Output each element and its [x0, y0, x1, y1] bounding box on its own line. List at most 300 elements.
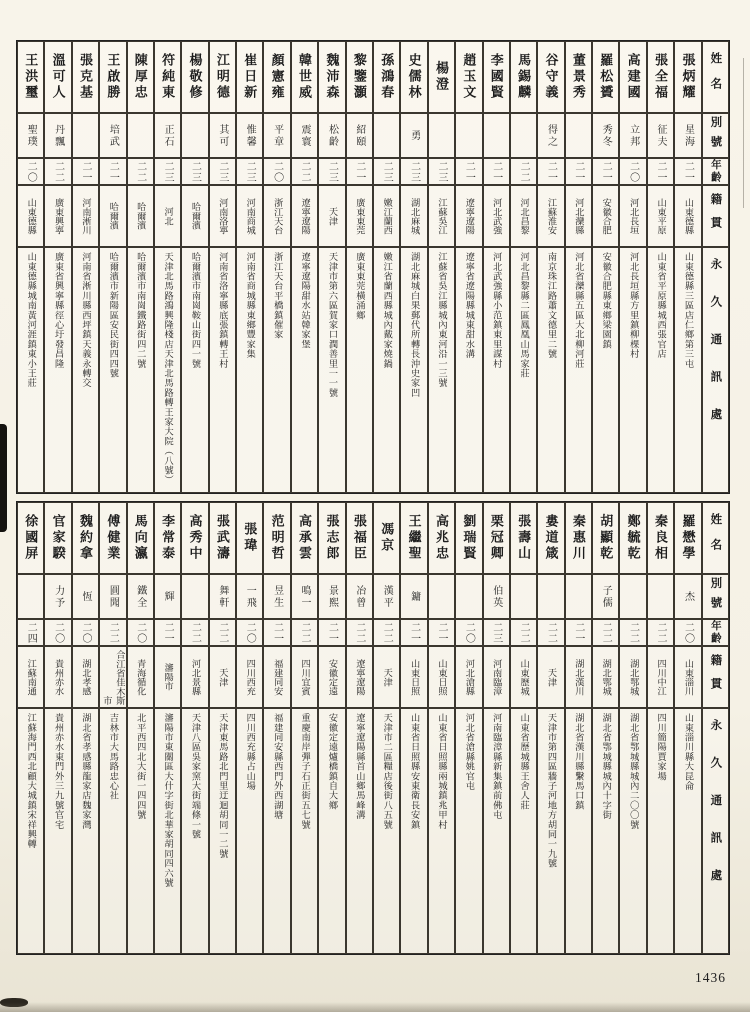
entry-age: 二〇: [682, 621, 694, 644]
entry-address: 江蘇海門西北顧大城鎮宋祥興轉: [26, 713, 37, 849]
column-header-permanent-address-label: 永久通訊處: [709, 719, 722, 907]
entry-age: 二一: [572, 621, 584, 644]
entry-alias: 鐵全: [134, 584, 146, 609]
entry-name-cell: [318, 41, 345, 113]
entry-name-cell: [318, 502, 345, 574]
entry-age: 二三: [162, 160, 174, 183]
entry-native-place-cell: [428, 646, 455, 708]
entry-age-cell: [291, 158, 318, 185]
entry-alias: 景熙: [326, 584, 338, 609]
entry-address-cell: [17, 247, 44, 493]
entry-name-cell: [154, 41, 181, 113]
entry-native-place: 遼寧遼陽: [464, 197, 475, 235]
entry-alias: 正石: [162, 123, 174, 148]
entry-native-place: 山東日照: [436, 658, 447, 696]
entry-name-cell: [537, 41, 564, 113]
entry-name-cell: [291, 41, 318, 113]
entry-name-cell: [181, 502, 208, 574]
entry-address: 河南臨漳縣新集鎮前佛屯: [491, 713, 502, 820]
entry-age-cell: [318, 619, 345, 646]
entry-name-cell: [99, 41, 126, 113]
entry-name: 鄭毓乾: [625, 514, 641, 562]
entry-native-place-cell: [263, 646, 290, 708]
entry-name: 溫可人: [50, 53, 66, 101]
entry-native-place: 山東平原: [656, 197, 667, 235]
entry-native-place: 湖北漢川: [573, 658, 584, 696]
entry-address-cell: [510, 247, 537, 493]
entry-age: 二一: [572, 160, 584, 183]
entry-alias: 立邦: [627, 123, 639, 148]
entry-address-cell: [346, 708, 373, 954]
entry-native-place-cell: [236, 185, 263, 247]
scan-artifact-left-streak: [0, 424, 7, 532]
entry-age-cell: [455, 158, 482, 185]
entry-address: 哈爾濱市新陽區安民街四四號: [108, 252, 119, 379]
entry-alias-cell: [674, 574, 701, 619]
entry-address: 湖北省孝感縣龍家店魏家灣: [80, 713, 91, 830]
entry-address: 南京珠江路蕭文德里二號: [546, 252, 557, 359]
entry-age: 二一: [463, 160, 475, 183]
entry-name: 王繼聖: [406, 514, 422, 562]
entry-alias: 得之: [545, 123, 557, 148]
entry-name-cell: [17, 41, 44, 113]
entry-address: 福建同安縣西門外西湖塘: [272, 713, 283, 820]
entry-address-cell: [181, 708, 208, 954]
column-header-name: [702, 502, 729, 574]
entry-alias-cell: [483, 113, 510, 158]
entry-native-place: 廣東東莞: [354, 197, 365, 235]
entry-name-cell: [127, 41, 154, 113]
entry-native-place-cell: [428, 185, 455, 247]
entry-native-place: 哈爾濱: [108, 202, 119, 230]
entry-age: 二三: [216, 160, 228, 183]
entry-native-place-cell: [181, 185, 208, 247]
entry-native-place: 河北: [163, 206, 174, 226]
entry-address-cell: [400, 708, 427, 954]
entry-native-place-cell: [400, 185, 427, 247]
entry-native-place: 青海循化: [135, 658, 146, 696]
entry-native-place-cell: [400, 646, 427, 708]
column-header-native-place-label: 籍貫: [709, 653, 722, 701]
entry-address: 河北長垣縣方里鎮柳棵村: [628, 252, 639, 359]
entry-native-place-cell: [619, 646, 646, 708]
entry-age-cell: [483, 619, 510, 646]
entry-age: 二一: [107, 160, 119, 183]
entry-address-cell: [209, 708, 236, 954]
entry-native-place-cell: [674, 185, 701, 247]
entry-name: 傅健業: [105, 514, 121, 562]
entry-alias-cell: [346, 574, 373, 619]
entry-alias-cell: [154, 574, 181, 619]
entry-age: 二二: [107, 621, 119, 644]
entry-age: 二二: [189, 621, 201, 644]
entry-native-place-cell: [209, 185, 236, 247]
entry-alias-cell: [181, 113, 208, 158]
entry-address-cell: [346, 247, 373, 493]
entry-name: 張武濤: [214, 514, 230, 562]
entry-alias-cell: [400, 574, 427, 619]
entry-age-cell: [127, 158, 154, 185]
entry-age: 二二: [600, 621, 612, 644]
entry-address-cell: [510, 708, 537, 954]
entry-native-place-cell: [291, 646, 318, 708]
entry-native-place-cell: [154, 185, 181, 247]
entry-native-place-cell: [510, 185, 537, 247]
entry-address: 湖北省鄂城縣城內十字街: [601, 713, 612, 820]
entry-name-cell: [346, 41, 373, 113]
entry-native-place-cell: [72, 185, 99, 247]
entry-age-cell: [44, 158, 71, 185]
entry-age: 二三: [244, 160, 256, 183]
entry-address-cell: [72, 708, 99, 954]
entry-name-cell: [647, 502, 674, 574]
scan-artifact-bottom-shadow: [0, 1002, 750, 1012]
entry-alias-cell: [400, 113, 427, 158]
entry-alias-cell: [592, 574, 619, 619]
entry-address-cell: [99, 247, 126, 493]
entry-native-place: 遼寧遼陽: [300, 197, 311, 235]
entry-name: 崔日新: [242, 53, 258, 101]
entry-alias: 力予: [52, 584, 64, 609]
entry-age: 二一: [326, 621, 338, 644]
entry-name-cell: [209, 502, 236, 574]
entry-address-cell: [318, 247, 345, 493]
entry-alias-cell: [44, 113, 71, 158]
entry-name: 楊澄: [433, 61, 449, 93]
entry-native-place-cell: [619, 185, 646, 247]
entry-name-cell: [428, 502, 455, 574]
entry-alias-cell: [17, 113, 44, 158]
entry-name: 趙玉文: [461, 53, 477, 101]
page-number: 1436: [695, 970, 726, 985]
entry-native-place: 山東日照: [409, 658, 420, 696]
entry-native-place: 河北景縣: [190, 658, 201, 696]
entry-age-cell: [346, 158, 373, 185]
entry-address: 安徽合肥縣東鄉梁園鎮: [601, 252, 612, 349]
entry-address: 湖北省漢川縣繫馬口鎮: [573, 713, 584, 810]
entry-native-place: 江蘇南通: [26, 658, 37, 696]
entry-native-place-cell: [647, 185, 674, 247]
entry-native-place-cell: [373, 646, 400, 708]
entry-name: 張志郎: [324, 514, 340, 562]
entry-name: 高秀中: [187, 514, 203, 562]
entry-age: 二一: [545, 160, 557, 183]
entry-address: 山東省歷城縣王舍人莊: [519, 713, 530, 810]
entry-age: 二一: [79, 160, 91, 183]
entry-alias: 子儒: [600, 584, 612, 609]
entry-age: 二二: [655, 621, 667, 644]
entry-age: 二〇: [52, 621, 64, 644]
entry-address-cell: [428, 247, 455, 493]
entry-age: 二一: [655, 160, 667, 183]
entry-age-cell: [373, 619, 400, 646]
column-header-alias: [702, 113, 729, 158]
entry-native-place-cell: [181, 646, 208, 708]
entry-address: 河南省洛寧縣底張鎮轉王村: [217, 252, 228, 369]
entry-age-cell: [17, 158, 44, 185]
entry-native-place: 哈爾濱: [135, 202, 146, 230]
entry-name: 谷守義: [543, 53, 559, 101]
entry-native-place: 天津: [217, 667, 228, 687]
entry-alias: 舞軒: [216, 584, 228, 609]
entry-alias: 聖璞: [25, 123, 37, 148]
entry-alias-cell: [510, 113, 537, 158]
entry-name: 高兆忠: [433, 514, 449, 562]
entry-name-cell: [72, 502, 99, 574]
entry-alias-cell: [99, 113, 126, 158]
entry-alias-cell: [154, 113, 181, 158]
entry-alias: 杰: [682, 590, 694, 603]
entry-name: 羅松贇: [598, 53, 614, 101]
entry-address-cell: [537, 708, 564, 954]
entry-address: 浙江天台平橋鎮催家: [272, 252, 283, 340]
entry-address: 天津市第四區牆子河地方胡同一九號: [546, 713, 557, 869]
entry-native-place-cell: [647, 646, 674, 708]
entry-age-cell: [619, 158, 646, 185]
entry-address-cell: [127, 247, 154, 493]
entry-age-cell: [647, 158, 674, 185]
entry-name-cell: [510, 41, 537, 113]
entry-address-cell: [400, 247, 427, 493]
entry-native-place: 合江省佳木斯市: [101, 649, 125, 705]
entry-alias-cell: [318, 113, 345, 158]
entry-age: 二一: [682, 160, 694, 183]
entry-name-cell: [99, 502, 126, 574]
entry-name: 王啟勝: [105, 53, 121, 101]
entry-alias-cell: [565, 113, 592, 158]
entry-name: 官家騤: [50, 514, 66, 562]
entry-native-place: 河北昌黎: [519, 197, 530, 235]
entry-native-place-cell: [565, 185, 592, 247]
entry-name: 高建國: [625, 53, 641, 101]
entry-address: 山東淄川縣大昆侖: [683, 713, 694, 791]
entry-address: 天津市第六區賀家口潤善里一一號: [327, 252, 338, 398]
entry-age-cell: [400, 158, 427, 185]
entry-alias-cell: [181, 574, 208, 619]
entry-native-place: 江蘇吳江: [436, 197, 447, 235]
entry-address-cell: [99, 708, 126, 954]
entry-native-place: 山東德縣: [26, 197, 37, 235]
entry-native-place-cell: [483, 185, 510, 247]
entry-alias: 震寰: [299, 123, 311, 148]
entry-name: 符純東: [160, 53, 176, 101]
entry-address-cell: [291, 247, 318, 493]
entry-name: 張克基: [77, 53, 93, 101]
entry-name: 高承雲: [297, 514, 313, 562]
entry-age-cell: [127, 619, 154, 646]
entry-age-cell: [17, 619, 44, 646]
entry-age: 二三: [326, 160, 338, 183]
entry-address: 江蘇省吳江縣城內東河沿一三號: [436, 252, 447, 388]
entry-address: 河南省商城縣東鄉豐家集: [245, 252, 256, 359]
entry-address-cell: [236, 247, 263, 493]
entry-name-cell: [44, 502, 71, 574]
entry-name-cell: [181, 41, 208, 113]
entry-alias-cell: [236, 574, 263, 619]
entry-native-place-cell: [346, 646, 373, 708]
entry-alias: 星海: [682, 123, 694, 148]
entry-name-cell: [537, 502, 564, 574]
entry-age-cell: [510, 158, 537, 185]
entry-name-cell: [455, 41, 482, 113]
entry-native-place: 湖北孝感: [80, 658, 91, 696]
bottom-directory-table: [16, 501, 730, 955]
entry-name-cell: [346, 502, 373, 574]
entry-name-cell: [209, 41, 236, 113]
entry-name-cell: [291, 502, 318, 574]
entry-address: 重慶南岸彈子石正街五七號: [300, 713, 311, 830]
entry-address: 哈爾濱市南崗鐵路街四二號: [135, 252, 146, 369]
entry-address: 山東省日照縣安東衛長安鎮: [409, 713, 420, 830]
entry-address: 河南省淅川縣西坪鎮天義永轉交: [80, 252, 91, 388]
entry-native-place: 河北滄縣: [464, 658, 475, 696]
entry-address-cell: [44, 708, 71, 954]
entry-age-cell: [619, 619, 646, 646]
entry-address: 山東省平原縣城西張官店: [656, 252, 667, 359]
entry-age-cell: [592, 619, 619, 646]
entry-address-cell: [44, 247, 71, 493]
entry-age: 二二: [299, 160, 311, 183]
entry-native-place-cell: [318, 646, 345, 708]
entry-age-cell: [291, 619, 318, 646]
entry-age-cell: [346, 619, 373, 646]
entry-address-cell: [455, 708, 482, 954]
entry-native-place-cell: [592, 185, 619, 247]
entry-native-place: 安徽合肥: [601, 197, 612, 235]
entry-native-place: 山東淄川: [683, 658, 694, 696]
entry-native-place: 嫩江蘭西: [382, 197, 393, 235]
entry-address-cell: [565, 708, 592, 954]
entry-alias-cell: [72, 113, 99, 158]
entry-alias-cell: [127, 574, 154, 619]
entry-native-place-cell: [455, 185, 482, 247]
entry-native-place-cell: [17, 185, 44, 247]
entry-native-place-cell: [154, 646, 181, 708]
entry-name: 秦良相: [653, 514, 669, 562]
entry-alias: 伯英: [490, 584, 502, 609]
entry-age: 二二: [52, 160, 64, 183]
entry-address-cell: [647, 247, 674, 493]
entry-age-cell: [99, 158, 126, 185]
entry-native-place: 貴州赤水: [53, 658, 64, 696]
column-header-native-place: [702, 646, 729, 708]
entry-address-cell: [373, 708, 400, 954]
entry-name: 馬錫麟: [516, 53, 532, 101]
entry-native-place: 四川宜賓: [300, 658, 311, 696]
entry-name: 黎鑒灝: [351, 53, 367, 101]
entry-name-cell: [565, 41, 592, 113]
entry-age: 二三: [381, 160, 393, 183]
entry-address: 四川簡陽賈家場: [656, 713, 667, 781]
column-header-permanent-address: [702, 247, 729, 493]
entry-alias-cell: [428, 574, 455, 619]
entry-native-place-cell: [209, 646, 236, 708]
entry-name-cell: [127, 502, 154, 574]
entry-name: 江明德: [214, 53, 230, 101]
entry-alias-cell: [619, 113, 646, 158]
entry-age-cell: [537, 619, 564, 646]
entry-address-cell: [263, 708, 290, 954]
entry-alias-cell: [373, 574, 400, 619]
entry-name-cell: [619, 502, 646, 574]
entry-alias: 征夫: [655, 123, 667, 148]
entry-address-cell: [592, 247, 619, 493]
entry-age-cell: [455, 619, 482, 646]
column-header-name-label: 姓名: [709, 51, 722, 103]
entry-address: 河北省滄縣姚官屯: [464, 713, 475, 791]
entry-alias-cell: [565, 574, 592, 619]
entry-alias-cell: [592, 113, 619, 158]
entry-alias: 勇: [408, 129, 420, 142]
entry-address: 嫩江省蘭西縣城內戴家燒鍋: [382, 252, 393, 369]
entry-name: 陳厚忠: [132, 53, 148, 101]
entry-name: 劉瑞賢: [461, 514, 477, 562]
entry-alias: 松齡: [326, 123, 338, 148]
top-grid: [17, 41, 729, 493]
entry-address: 貴州赤水東門外三九號官宅: [53, 713, 64, 830]
column-header-age: [702, 158, 729, 185]
entry-name-cell: [72, 41, 99, 113]
entry-address: 遼寧遼陽甜水站韓家堡: [300, 252, 311, 349]
entry-native-place-cell: [99, 185, 126, 247]
entry-address-cell: [373, 247, 400, 493]
entry-native-place-cell: [291, 185, 318, 247]
entry-alias: 丹飄: [52, 123, 64, 148]
entry-age-cell: [674, 158, 701, 185]
entry-alias-cell: [209, 113, 236, 158]
entry-name-cell: [483, 502, 510, 574]
entry-age: 二二: [381, 621, 393, 644]
entry-alias: 一飛: [244, 584, 256, 609]
entry-address: 河北昌黎縣二區鳳凰山馬家莊: [519, 252, 530, 379]
entry-native-place: 湖北麻城: [409, 197, 420, 235]
entry-address-cell: [455, 247, 482, 493]
entry-alias: 昱生: [271, 584, 283, 609]
entry-alias-cell: [647, 113, 674, 158]
entry-age-cell: [263, 158, 290, 185]
entry-address: 天津東馬路北門里迂迴胡同一二號: [217, 713, 228, 859]
entry-name-cell: [619, 41, 646, 113]
entry-address: 天津八區吳家窯大街端條一號: [190, 713, 201, 840]
entry-age: 二〇: [79, 621, 91, 644]
entry-alias: 惟馨: [244, 123, 256, 148]
entry-age: 二〇: [627, 160, 639, 183]
entry-age-cell: [428, 158, 455, 185]
column-header-native-place-label: 籍貫: [709, 192, 722, 240]
entry-address: 遼寧省遼陽縣城東甜水溝: [464, 252, 475, 359]
entry-name: 栗冠卿: [488, 514, 504, 562]
entry-address-cell: [537, 247, 564, 493]
entry-alias: 漢平: [381, 584, 393, 609]
entry-age-cell: [263, 619, 290, 646]
entry-name: 婁道箴: [543, 514, 559, 562]
entry-address-cell: [236, 708, 263, 954]
entry-age: 二二: [134, 160, 146, 183]
entry-native-place-cell: [127, 646, 154, 708]
entry-native-place-cell: [346, 185, 373, 247]
entry-age: 二三: [408, 160, 420, 183]
column-header-name: [702, 41, 729, 113]
entry-age: 二三: [435, 160, 447, 183]
entry-age-cell: [236, 619, 263, 646]
entry-age: 二〇: [25, 160, 37, 183]
entry-native-place: 河北長垣: [628, 197, 639, 235]
entry-address-cell: [674, 247, 701, 493]
entry-native-place: 湖北鄂城: [601, 658, 612, 696]
entry-age-cell: [647, 619, 674, 646]
entry-native-place: 天津: [546, 667, 557, 687]
column-header-age: [702, 619, 729, 646]
